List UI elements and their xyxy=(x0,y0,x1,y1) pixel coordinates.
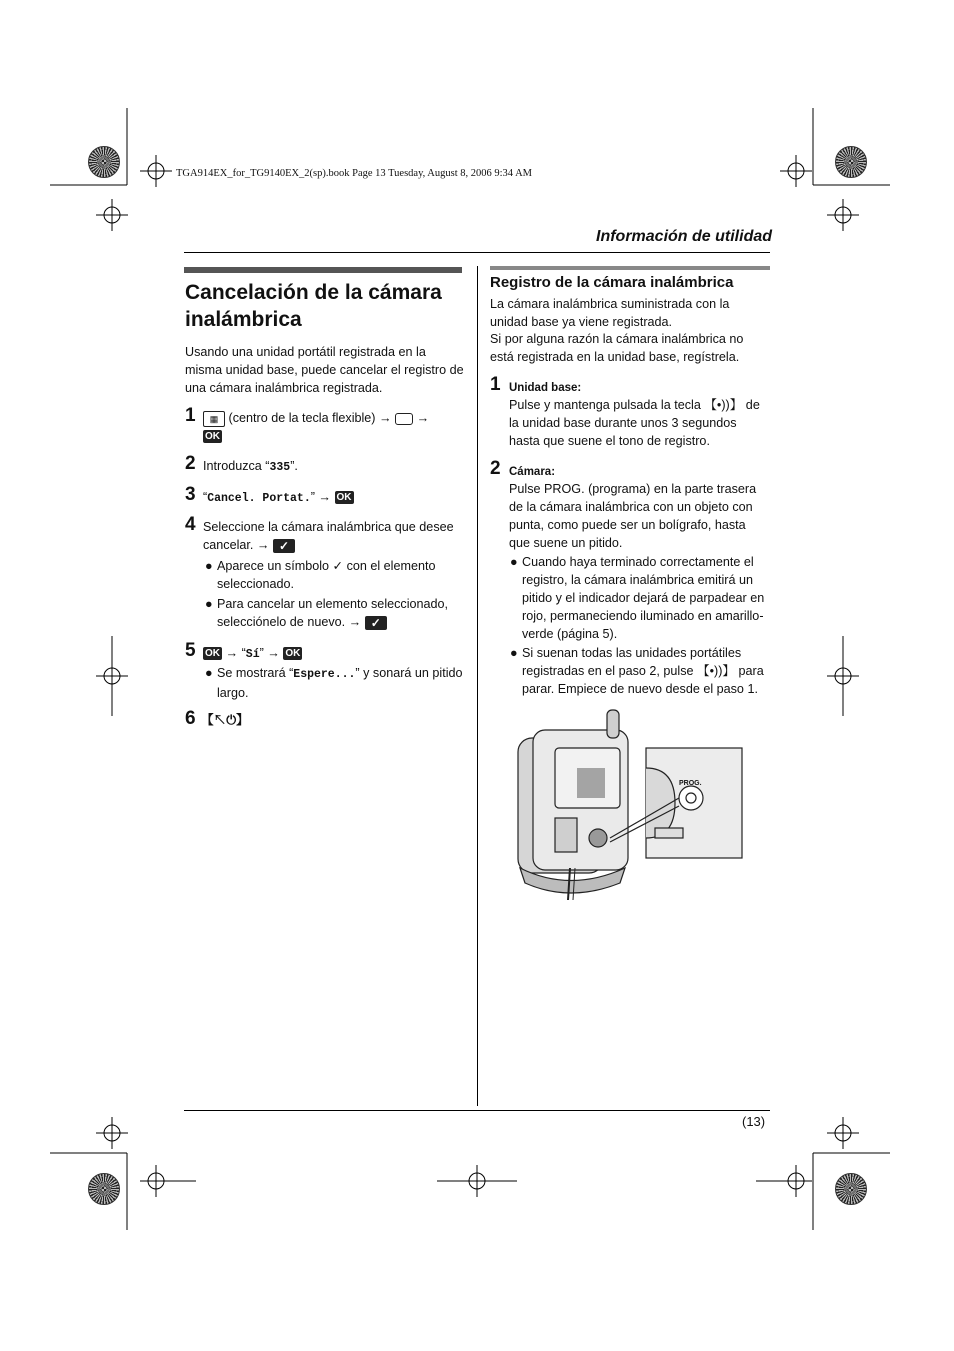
page-title: Cancelación de la cámara inalámbrica xyxy=(185,281,442,331)
intro-text: Si por alguna razón la cámara inalámbrica no está registrada en la unidad base, regístrela. xyxy=(490,332,744,364)
ok-key: OK xyxy=(285,648,301,660)
step-2-bullet: ● Cuando haya terminado correctamente el registro, la cámara inalámbrica emitirá un pitido y el indicador dejará de parpadear en rojo, permaneciendo iluminado en amarillo-verde (página 5). xyxy=(510,555,765,641)
intro-text: Usando una unidad portátil registrada en la misma unidad base, puede cancelar el registro de una cámara inalámbrica registrada. xyxy=(185,345,464,395)
step-4-text: Seleccione la cámara inalámbrica que desee cancelar. → ✓ xyxy=(203,520,454,553)
section-bar xyxy=(490,266,770,270)
menu-icon: ▦ xyxy=(203,411,225,427)
print-meta: TGA914EX_for_TG9140EX_2(sp).book Page 13 Tuesday, August 8, 2006 9:34 AM xyxy=(176,168,533,179)
step-1-text: Pulse y mantenga pulsada la tecla 【•))】 de la unidad base durante unos 3 segundos hasta que suene el tono de registro. xyxy=(509,398,760,448)
camera-illustration xyxy=(515,708,745,908)
step-5-bullet: ● Se mostrará “Espere...” y sonará un pitido largo. xyxy=(205,666,463,700)
step-2-text: Introduzca “335”. xyxy=(203,459,298,474)
ok-key: OK xyxy=(336,492,352,504)
step-3-text: “Cancel. Portat.” → OK xyxy=(203,490,352,505)
step-number: 2 xyxy=(185,453,196,474)
section-heading: Registro de la cámara inalámbrica xyxy=(490,274,734,291)
step-5-text: OK → “Sí” → OK xyxy=(205,646,301,661)
camera-icon xyxy=(395,413,413,425)
step-2-bullet: ● Si suenan todas las unidades portátiles registradas en el paso 2, pulse 【•))】 para parar. Empiece de nuevo desde el paso 1. xyxy=(510,646,764,696)
step-number: 1 xyxy=(185,405,196,426)
step-number: 2 xyxy=(490,458,501,479)
page-number: (13) xyxy=(742,1114,766,1129)
step-number: 5 xyxy=(185,640,196,661)
svg-text:PROG.: PROG. xyxy=(679,780,702,787)
column-divider xyxy=(477,266,478,1106)
off-key: 【↖⏻】 xyxy=(201,713,249,727)
arrow-icon: → xyxy=(379,411,392,425)
title-bar xyxy=(184,267,462,273)
step-number: 3 xyxy=(185,484,196,505)
step-2-text: Pulse PROG. (programa) en la parte trasera de la cámara inalámbrica con un objeto con punta, como puede ser un bolígrafo, hasta que suene un pitido. xyxy=(509,482,757,550)
step-number: 1 xyxy=(490,374,501,395)
step-2-label: Cámara: xyxy=(509,466,556,478)
step-1-label: (centro de la tecla flexible) xyxy=(228,411,376,425)
step-number: 6 xyxy=(185,708,196,729)
arrow-icon: → xyxy=(416,411,430,425)
step-4-bullet: ● Para cancelar un elemento seleccionado, selecciónelo de nuevo. → ✓ xyxy=(205,597,449,630)
check-key: ✓ xyxy=(365,616,387,630)
footer-rule xyxy=(184,1110,770,1111)
ok-key: OK xyxy=(205,648,220,660)
step-number: 4 xyxy=(185,514,196,535)
section-title: Información de utilidad xyxy=(596,228,773,245)
step-1-label: Unidad base: xyxy=(509,382,582,394)
step-1-text xyxy=(203,409,465,445)
header-rule xyxy=(184,252,770,253)
check-key: ✓ xyxy=(273,539,295,553)
step-4-bullet: ● Aparece un símbolo ✓ con el elemento seleccionado. xyxy=(205,559,436,591)
ok-key: OK xyxy=(205,431,220,443)
intro-text: La cámara inalámbrica suministrada con la unidad base ya viene registrada. xyxy=(490,297,730,329)
